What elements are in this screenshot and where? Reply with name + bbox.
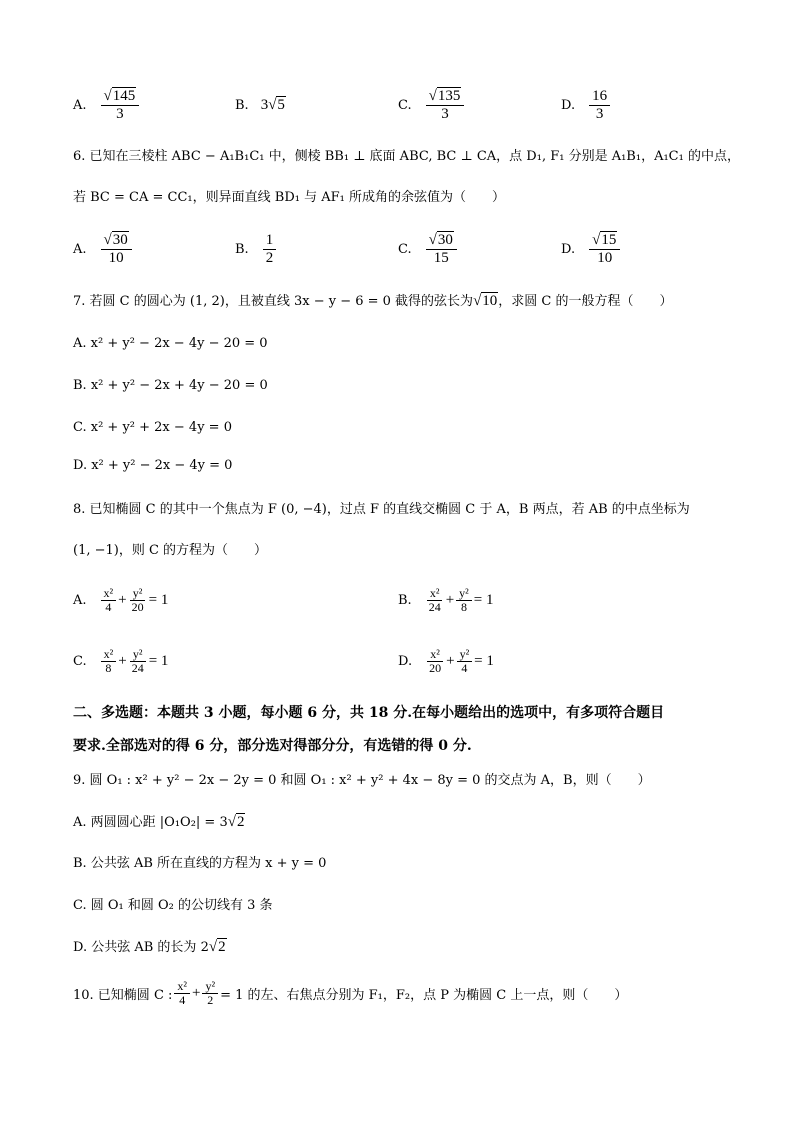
q7-option-a[interactable]: A. x² + y² − 2x − 4y − 20 = 0 xyxy=(73,336,268,351)
q9-option-b[interactable]: B. 公共弦 AB 所在直线的方程为 x + y = 0 xyxy=(73,856,327,871)
q7-option-d[interactable]: D. x² + y² − 2x − 4y = 0 xyxy=(73,458,233,473)
q9-option-d[interactable]: D. 公共弦 AB 的长为 2√2 xyxy=(73,939,226,955)
q8-stem-line1: 8. 已知椭圆 C 的其中一个焦点为 F (0, −4)，过点 F 的直线交椭圆 C 于 A，B 两点，若 AB 的中点坐标为 xyxy=(73,502,690,517)
q9-option-c[interactable]: C. 圆 O₁ 和圆 O₂ 的公切线有 3 条 xyxy=(73,898,273,913)
fraction: $\frac{√135}{3}$ xyxy=(426,88,465,123)
q7-option-c[interactable]: C. x² + y² + 2x − 4y = 0 xyxy=(73,420,232,435)
section-heading-line1: 二、多选题：本题共 3 小题，每小题 6 分，共 18 分.在每小题给出的选项中，有多项符合题目 xyxy=(73,705,665,721)
q10-stem: 10. 已知椭圆 C : $\frac{\text{x²}}{4}$ + $\frac{\text{y²}}{2}$ = 1 的左、右焦点分别为 F₁，F₂，点 P 为椭圆 C 上一点，则（ ） xyxy=(73,979,628,1007)
q5-option-d[interactable]: D. $\frac{16}{3}$ xyxy=(561,88,612,123)
q8-option-a[interactable]: A. $\frac{\text{x²}}{4}$ + $\frac{\text{y²}}{20}$ = 1 xyxy=(73,586,169,614)
q6-option-d[interactable]: D. $\frac{√15}{10}$ xyxy=(561,232,622,267)
q7-stem: 7. 若圆 C 的圆心为 (1, 2)，且被直线 3x − y − 6 = 0 截得的弦长为√10，求圆 C 的一般方程（ ） xyxy=(73,293,673,309)
q8-option-d[interactable]: D. $\frac{\text{x²}}{20}$ + $\frac{\text{y²}}{4}$ = 1 xyxy=(398,647,494,675)
q8-option-b[interactable]: B. $\frac{\text{x²}}{24}$ + $\frac{\text{y²}}{8}$ = 1 xyxy=(398,586,494,614)
q9-stem: 9. 圆 O₁ : x² + y² − 2x − 2y = 0 和圆 O₁ : x² + y² + 4x − 8y = 0 的交点为 A，B，则（ ） xyxy=(73,773,651,788)
q7-option-b[interactable]: B. x² + y² − 2x + 4y − 20 = 0 xyxy=(73,378,268,393)
q8-stem-line2: (1, −1)，则 C 的方程为（ ） xyxy=(73,543,268,558)
fraction: $\frac{16}{3}$ xyxy=(589,88,610,123)
q9-option-a[interactable]: A. 两圆圆心距 |O₁O₂| = 3√2 xyxy=(73,814,245,830)
q6-option-a[interactable]: A. $\frac{√30}{10}$ xyxy=(73,232,134,267)
q5-option-a[interactable]: A. $\frac{√145}{3}$ xyxy=(73,88,141,123)
q5-option-c[interactable]: C. $\frac{√135}{3}$ xyxy=(398,88,466,123)
q5-option-b[interactable]: B. 3 √5 xyxy=(235,97,285,113)
q6-option-b[interactable]: B. $\frac{1}{2}$ xyxy=(235,232,278,267)
q8-option-c[interactable]: C. $\frac{\text{x²}}{8}$ + $\frac{\text{y²}}{24}$ = 1 xyxy=(73,647,169,675)
q6-stem-line2: 若 BC = CA = CC₁，则异面直线 BD₁ 与 AF₁ 所成角的余弦值为（ ） xyxy=(73,190,505,205)
fraction: $\frac{√145}{3}$ xyxy=(101,88,140,123)
q6-stem-line1: 6. 已知在三棱柱 ABC − A₁B₁C₁ 中，侧棱 BB₁ ⊥ 底面 ABC, BC ⊥ CA，点 D₁, F₁ 分别是 A₁B₁，A₁C₁ 的中点， xyxy=(73,149,740,164)
q6-option-c[interactable]: C. $\frac{√30}{15}$ xyxy=(398,232,459,267)
section-heading-line2: 要求.全部选对的得 6 分，部分选对得部分分，有选错的得 0 分. xyxy=(73,738,472,754)
